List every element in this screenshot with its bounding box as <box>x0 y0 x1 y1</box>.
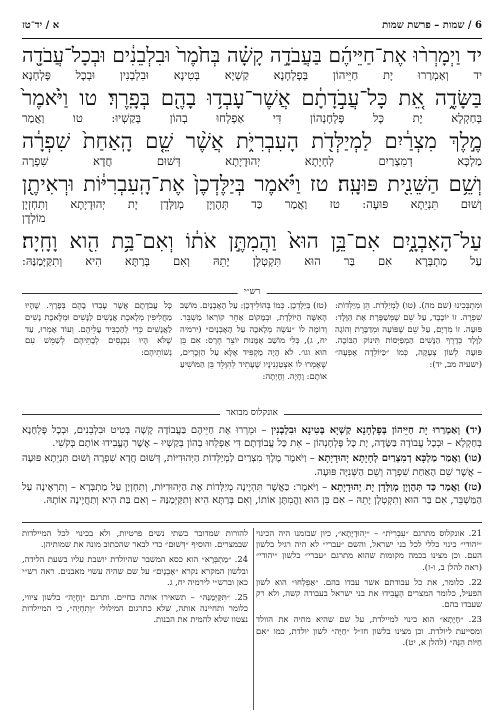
footnote: 24. ״מַתְבְּרָא״ הוא כסא המשבר שהיולדת יושבת עליו בשעת הלידה, ובלשון המקרא נקרא ״אָבְנָיִם״ על שם שהיה עשוי מאבנים. ראה רש״י כאן וברש״י לירמיה יח, ג. <box>22 554 248 587</box>
rashi-column-left: כָּל עֲבֹדָתָם אֲשֶׁר עָבְדוּ בָהֶם בְּפָרֶךְ. שֶׁהָיוּ מַחֲלִיפִין מְלֶאכֶת אֲנָשִׁים לַנָּשִׁים וּמְלֶאכֶת נָשִׁים לַאֲנָשִׁים כְּדֵי לְהַכְבִּיד עֲלֵיהֶם. וְעוֹד אָמְרוּ, עַד שֶׁלֹּא הָיוּ נִכְנָסִים לְבָתֵּיהֶם לְשַׁמֵּשׁ עִם נְשׁוֹתֵיהֶם: <box>25 300 172 358</box>
onkelos-verse-head: (יד) וְאַמְרַרוּ יָת חַיֵּיהוֹן בְּפָלְחָנָא קַשְׁיָא בְּטִינָא וּבִלְבְנִין <box>271 425 482 436</box>
rashi-label-row <box>22 288 482 300</box>
targum-line-continuation: מוֹלְדָן <box>22 211 46 225</box>
footnotes <box>22 528 482 713</box>
header-right-title: 6 / שמות – פרשת שמות <box>382 20 482 31</box>
torah-line: עַל־הָאָבְנָ֑יִם אִם־בֵּ֥ן הוּא֙ וַהֲמִתֶּ֣ן אֹת֔וֹ וְאִם־בַּ֥ת הִ֖וא וָחָֽיָה׃ <box>22 229 482 253</box>
footnote: 22. כלומר, את כל עבודתם אשר עבדו בהם. ״אַפְלְחוּ״ הוא לשון הפעיל, כלומר המצרים הֶעֱבִידוּ את בני ישראל בעבודה קשה, ולא רק שעבדו בהם. <box>256 576 482 610</box>
footnote: 25. ״תִּקַּיְּמַנַּהּ״ – תשאירו אותה בחיים. ותרגם ״וָחָיָה״ בלשון ציווי, כלומר ותחיינה אותה, שלא כתרגום המילולי ״וְתִחְיֶה״, כי המיילדות נצטוו שלא להמית את הבנות. <box>22 592 248 625</box>
targum-line: בְּחַקְלָא יָת כָּל פָּלְחָנְהוֹן דִּי אַפְלְחוּ בְהוֹן בְּקַשְׁיוּ: טו וַאֲמַר <box>22 111 482 125</box>
onkelos-verse-head: (טו) וַאֲמַר מַלְכָּא דְמִצְרַיִם לְחָיָתָא יְהוּדָיָתָא <box>318 453 483 465</box>
targum-line: מַלְכָּא דְמִצְרַיִם לְחָיָתָא יְהוּדָיָתָא דְּשׁוּם חֲדָא שִׁפְרָה <box>22 154 482 168</box>
torah-line: יד וַיְמָרְר֨וּ אֶת־חַיֵּיהֶ֜ם בַּעֲבֹדָ֣ה קָשָׁ֗ה בְּחֹ֙מֶר֙ וּבִלְבֵנִ֔ים וּבְכָל־עֲבֹדָ֖ה <box>22 43 482 67</box>
page-header <box>22 20 482 36</box>
onkelos-label-row <box>22 410 482 422</box>
rashi-column-middle: (טז) בְּיַלֶּדְכֶן. כְּמוֹ בְּהוֹלִידְכֶן: עַל הָאָבְנָיִם. מוֹשַׁב הָאִשָּׁה הַיּוֹלֶדֶת, וּבְמָקוֹם אַחֵר קוֹרְאוֹ מַשְׁבֵּר. וְדוֹמֶה לוֹ ״עֹשֶׂה מְלָאכָה עַל הָאָבְנָיִם״ (ירמיה יח, ג), כְּלִי מוֹשַׁב אֻמָּנוּת יוֹצֵר חֶרֶס: אִם בֵּן הוּא וגו׳. לֹא הָיָה מַקְפִּיד אֶלָּא עַל הַזְּכָרִים, שֶׁאָמְרוּ לוֹ אִצְטַגְנִינָיו שֶׁעָתִיד לְהִוָּלֵד בֵּן הַמּוֹשִׁיעַ אוֹתָם: וָחָיָה. וְחָיְתָה: <box>180 300 327 381</box>
header-divider <box>22 38 482 39</box>
torah-line: מֶ֣לֶךְ מִצְרַ֔יִם לַמְיַלְּדֹ֖ת הָעִבְרִיֹּ֑ת אֲשֶׁ֨ר שֵׁ֤ם הָֽאַחַת֙ שִׁפְרָ֔ה <box>22 129 482 153</box>
rashi-label: רש״י <box>238 286 267 297</box>
footnotes-divider <box>22 522 482 523</box>
onkelos-verse-head: (טז) וַאֲמַר כַּד תְּהֶוְיָן מְוַלְּדָן יָת יְהוּדָיָתָא <box>330 481 482 493</box>
footnote: להורות שמדובר בשתי נשים פרטיות, ולא בכינוי לכל המיילדות שבמצרים. והוסיף ״דְּשׁוּם״ כדי לבאר שהכתוב מונה את שמותיהן. <box>22 528 248 550</box>
targum-line: יד וְאַמְרַרוּ יָת חַיֵּיהוֹן בְּפָלְחָנָא קַשְׁיָא בְּטִינָא וּבִלְבְנִין וּבְכָל פָּלְחָנָא <box>22 68 482 82</box>
rashi-column-right: וּמִתְבְּכִינוּ (שם מה). (טו) לַמְיַלְּדֹת. הֵן מְיַלְּדוֹת: שִׁפְרָה. זוֹ יוֹכֶבֶד, עַל שֵׁם שֶׁמְּשַׁפֶּרֶת אֶת הַוָּלָד: פּוּעָה. זוֹ מִרְיָם, עַל שֵׁם שֶׁפּוֹעָה וּמְדַבֶּרֶת וְהוֹגָה לַוָּלָד כְּדֶרֶךְ הַנָּשִׁים הַמְפַיְּסוֹת תִּינוֹק הַבּוֹכֶה. פּוּעָה לְשׁוֹן צְעָקָה, כְּמוֹ ״כַּיּוֹלֵדָה אֶפְעֶה״ (ישעיה מב, יד): <box>335 300 482 369</box>
onkelos-paragraph <box>22 452 482 478</box>
onkelos-label: אונקלוס מבואר <box>220 407 284 418</box>
onkelos-paragraph <box>22 481 482 507</box>
torah-line: בַּשָּׂדֶ֑ה אֵ֚ת כָּל־עֲבֹ֣דָתָ֔ם אֲשֶׁר־עָבְד֥וּ בָהֶ֖ם בְּפָֽרֶךְ׃ טו וַיֹּ֙אמֶר֙ <box>22 86 482 110</box>
onkelos-verse-body: – וּמֵרְרוּ אֶת חַיֵּיהֶם בַּעֲבוֹדָה קָשָׁה בְּטִיט וּבִלְבֵנִים, וּבְכָל פָּלְחָנָא בְּחַקְלָא – וּבְכָל עֲבוֹדָה בַּשָּׂדֶה, יָת כָּל פָּלְחָנְהוֹן – אֵת כָּל עֲבוֹדָתָם דִּי אַפְלְחוּ בְהוֹן בְּקַשְׁיוּ – אֲשֶׁר הֶעֱבִידוּ אוֹתָם בְּקֹשִׁי. <box>22 425 482 450</box>
footnote: 21. אונקלוס מתרגם ״עִבְרִיֹּת״ – ״יְהוּדָיָתָא״, כיון שבזמנו היה הכינוי ״יהודי״ כינוי כללי לכל בני ישראל, והשם ״עברי״ לא היה רגיל בלשון העם. וכן מצינו בכמה מקומות שהוא מתרגם ״עברי״ בלשון ״יהודי״ (ראה להלן ב, ו-ז). <box>256 528 482 572</box>
onkelos-paragraph <box>22 424 482 450</box>
onkelos-verse-body: – וַיֹּאמֶר מֶלֶךְ מִצְרַיִם לַמְיַלְּדוֹת הַיְּהוּדִיּוֹת, דְּשׁוּם חֲדָא שִׁפְרָה וְשׁוּם תִּנְיֵתָא פּוּעָה – אֲשֶׁר שֵׁם הָאַחַת שִׁפְרָה וְשֵׁם הַשְּׁנִיָּה פּוּעָה. <box>22 453 482 478</box>
rashi-commentary <box>22 300 482 410</box>
onkelos-verse-body: – וַיֹּאמֶר: כַּאֲשֶׁר תִּהְיֶינָה מְיַלְּדוֹת אֶת הַיְּהוּדִיּוֹת, וְתִחְזְיָן עַל מַתְבְּרָא – וְתִרְאֶינָה עַל הַמַּשְׁבֵּר, אִם בַּר הוּא וְתִקְטְלָן יָתֵהּ – אִם בֵּן הוּא וַהֲמִתֶּן אוֹתוֹ, וְאִם בְּרַתָּא הִיא וְתִקַּיְּמַנַּהּ – וְאִם בַּת הִיא וְתַחֲיֶינָה אוֹתָהּ. <box>22 481 482 507</box>
footnotes-column-left <box>22 528 248 713</box>
header-left-reference: א / יד־טז <box>22 20 60 31</box>
targum-line: עַל מַתְבְּרָא אִם בַּר הוּא תִּקְטְלָן יָתֵהּ וְאִם בְּרַתָּא הִיא וְתִקַּיְּמַנַּהּ: <box>22 254 482 268</box>
targum-line: וְשׁוּם תִּנְיֵתָא פּוּעָה: טז וַאֲמַר כַּד תְּהֶוְיָן מְוַלְּדָן יָת יְהוּדָיָתָא וְתִחְזְיָן <box>22 197 482 211</box>
onkelos-mevoar-text <box>22 424 482 522</box>
footnotes-column-right <box>256 528 482 713</box>
footnote: 23. ״חָיָתָא״ הוא כינוי למיילדת, על שם שהיא מחיה את הוולד ומסייעת ליולדת. וכן מצינו בלשון חז״ל ״חַיָּה״ לשון יולדת, כמו ״אִם חַיּוֹת הֵנָּה״ (להלן א, יט). <box>256 614 482 647</box>
torah-line: וְשֵׁ֥ם הַשֵּׁנִ֖ית פּוּעָֽה׃ טז וַיֹּ֗אמֶר בְּיַלֶּדְכֶן֙ אֶת־הָֽעִבְרִיּ֔וֹת וּרְאִיתֶ֖ן <box>22 172 482 196</box>
